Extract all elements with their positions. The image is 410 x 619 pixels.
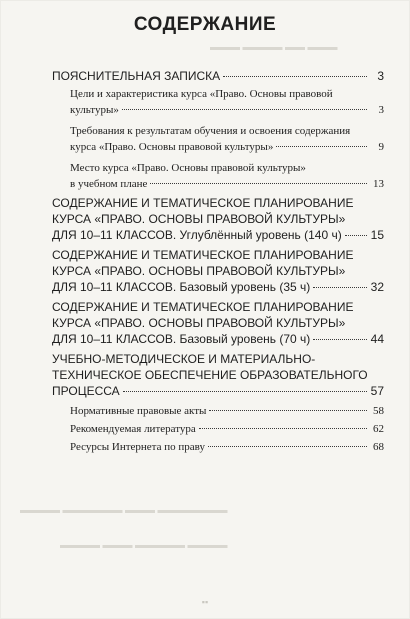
- toc-entry-text: ПРОЦЕССА: [52, 384, 120, 398]
- toc-entry-text: КУРСА «ПРАВО. ОСНОВЫ ПРАВОВОЙ КУЛЬТУРЫ»: [52, 316, 346, 330]
- toc-page-number: 68: [373, 441, 384, 453]
- toc-entry: [70, 86, 384, 118]
- dot-leader: [123, 391, 367, 392]
- toc-entry: [52, 299, 384, 347]
- page-number-shadow: ▪▪: [201, 597, 209, 607]
- dot-leader: [209, 410, 367, 411]
- toc-page-number: 3: [378, 104, 384, 116]
- show-through-texture: ▬▬▬ ▬▬▬▬ ▬▬ ▬▬▬: [210, 42, 338, 53]
- toc-entry-text: СОДЕРЖАНИЕ И ТЕМАТИЧЕСКОЕ ПЛАНИРОВАНИЕ: [52, 196, 354, 210]
- toc-entry-text: КУРСА «ПРАВО. ОСНОВЫ ПРАВОВОЙ КУЛЬТУРЫ»: [52, 212, 346, 226]
- toc-entry-text: УЧЕБНО-МЕТОДИЧЕСКОЕ И МАТЕРИАЛЬНО-: [52, 352, 316, 366]
- dot-leader: [208, 446, 367, 447]
- toc-entry-text: ТЕХНИЧЕСКОЕ ОБЕСПЕЧЕНИЕ ОБРАЗОВАТЕЛЬНОГО: [52, 368, 368, 382]
- toc-entry-text: СОДЕРЖАНИЕ И ТЕМАТИЧЕСКОЕ ПЛАНИРОВАНИЕ: [52, 248, 354, 262]
- toc-entry-text: Требования к результатам обучения и освоения содержания: [70, 125, 351, 137]
- toc-page-number: 57: [370, 384, 384, 398]
- dot-leader: [223, 76, 367, 77]
- toc-entry-text: в учебном плане: [70, 178, 148, 190]
- toc-page-number: 44: [370, 332, 384, 346]
- toc-entry: [70, 439, 384, 455]
- toc-entry: [70, 403, 384, 419]
- toc-entry-text: ДЛЯ 10–11 КЛАССОВ. Базовый уровень (35 ч): [52, 280, 311, 294]
- dot-leader: [150, 183, 367, 184]
- toc-entry-text: курса «Право. Основы правовой культуры»: [70, 141, 274, 153]
- toc-entry: [70, 421, 384, 437]
- toc-page-number: 32: [370, 280, 384, 294]
- toc-entry-text: КУРСА «ПРАВО. ОСНОВЫ ПРАВОВОЙ КУЛЬТУРЫ»: [52, 264, 346, 278]
- toc-entry-text: Ресурсы Интернета по праву: [70, 441, 205, 453]
- toc-entry-text: ПОЯСНИТЕЛЬНАЯ ЗАПИСКА: [52, 69, 221, 83]
- dot-leader: [345, 235, 367, 236]
- toc-entry: [70, 160, 384, 192]
- dot-leader: [276, 146, 367, 147]
- toc-entry: [52, 68, 384, 84]
- toc-page-number: 62: [373, 423, 384, 435]
- toc-entry: [52, 351, 384, 399]
- page-title: СОДЕРЖАНИЕ: [133, 14, 277, 35]
- show-through-texture: ▬▬▬▬ ▬▬▬▬▬▬ ▬▬▬ ▬▬▬▬▬▬▬: [20, 505, 228, 516]
- toc-page-number: 58: [373, 405, 384, 417]
- dot-leader: [313, 287, 367, 288]
- toc-entry-text: ДЛЯ 10–11 КЛАССОВ. Углублённый уровень (140 ч): [52, 228, 342, 242]
- toc-entry: [70, 123, 384, 155]
- toc-entry: [52, 247, 384, 295]
- toc-page-number: 13: [373, 178, 384, 190]
- show-through-texture: ▬▬▬▬ ▬▬▬ ▬▬▬▬▬ ▬▬▬▬: [60, 540, 228, 551]
- toc-entry-text: Место курса «Право. Основы правовой культуры»: [70, 162, 306, 174]
- toc-page-number: 9: [378, 141, 384, 153]
- dot-leader: [122, 109, 367, 110]
- toc-page-number: 3: [377, 69, 384, 83]
- toc-entry-text: культуры»: [70, 104, 119, 116]
- toc-entry-text: Цели и характеристика курса «Право. Основы правовой: [70, 88, 333, 100]
- toc-entry-text: Нормативные правовые акты: [70, 405, 207, 417]
- toc-entry-text: Рекомендуемая литература: [70, 423, 196, 435]
- dot-leader: [199, 428, 367, 429]
- toc-entry-text: СОДЕРЖАНИЕ И ТЕМАТИЧЕСКОЕ ПЛАНИРОВАНИЕ: [52, 300, 354, 314]
- toc-page-number: 15: [370, 228, 384, 242]
- dot-leader: [313, 339, 367, 340]
- toc-entry: [52, 195, 384, 243]
- toc-entry-text: ДЛЯ 10–11 КЛАССОВ. Базовый уровень (70 ч): [52, 332, 311, 346]
